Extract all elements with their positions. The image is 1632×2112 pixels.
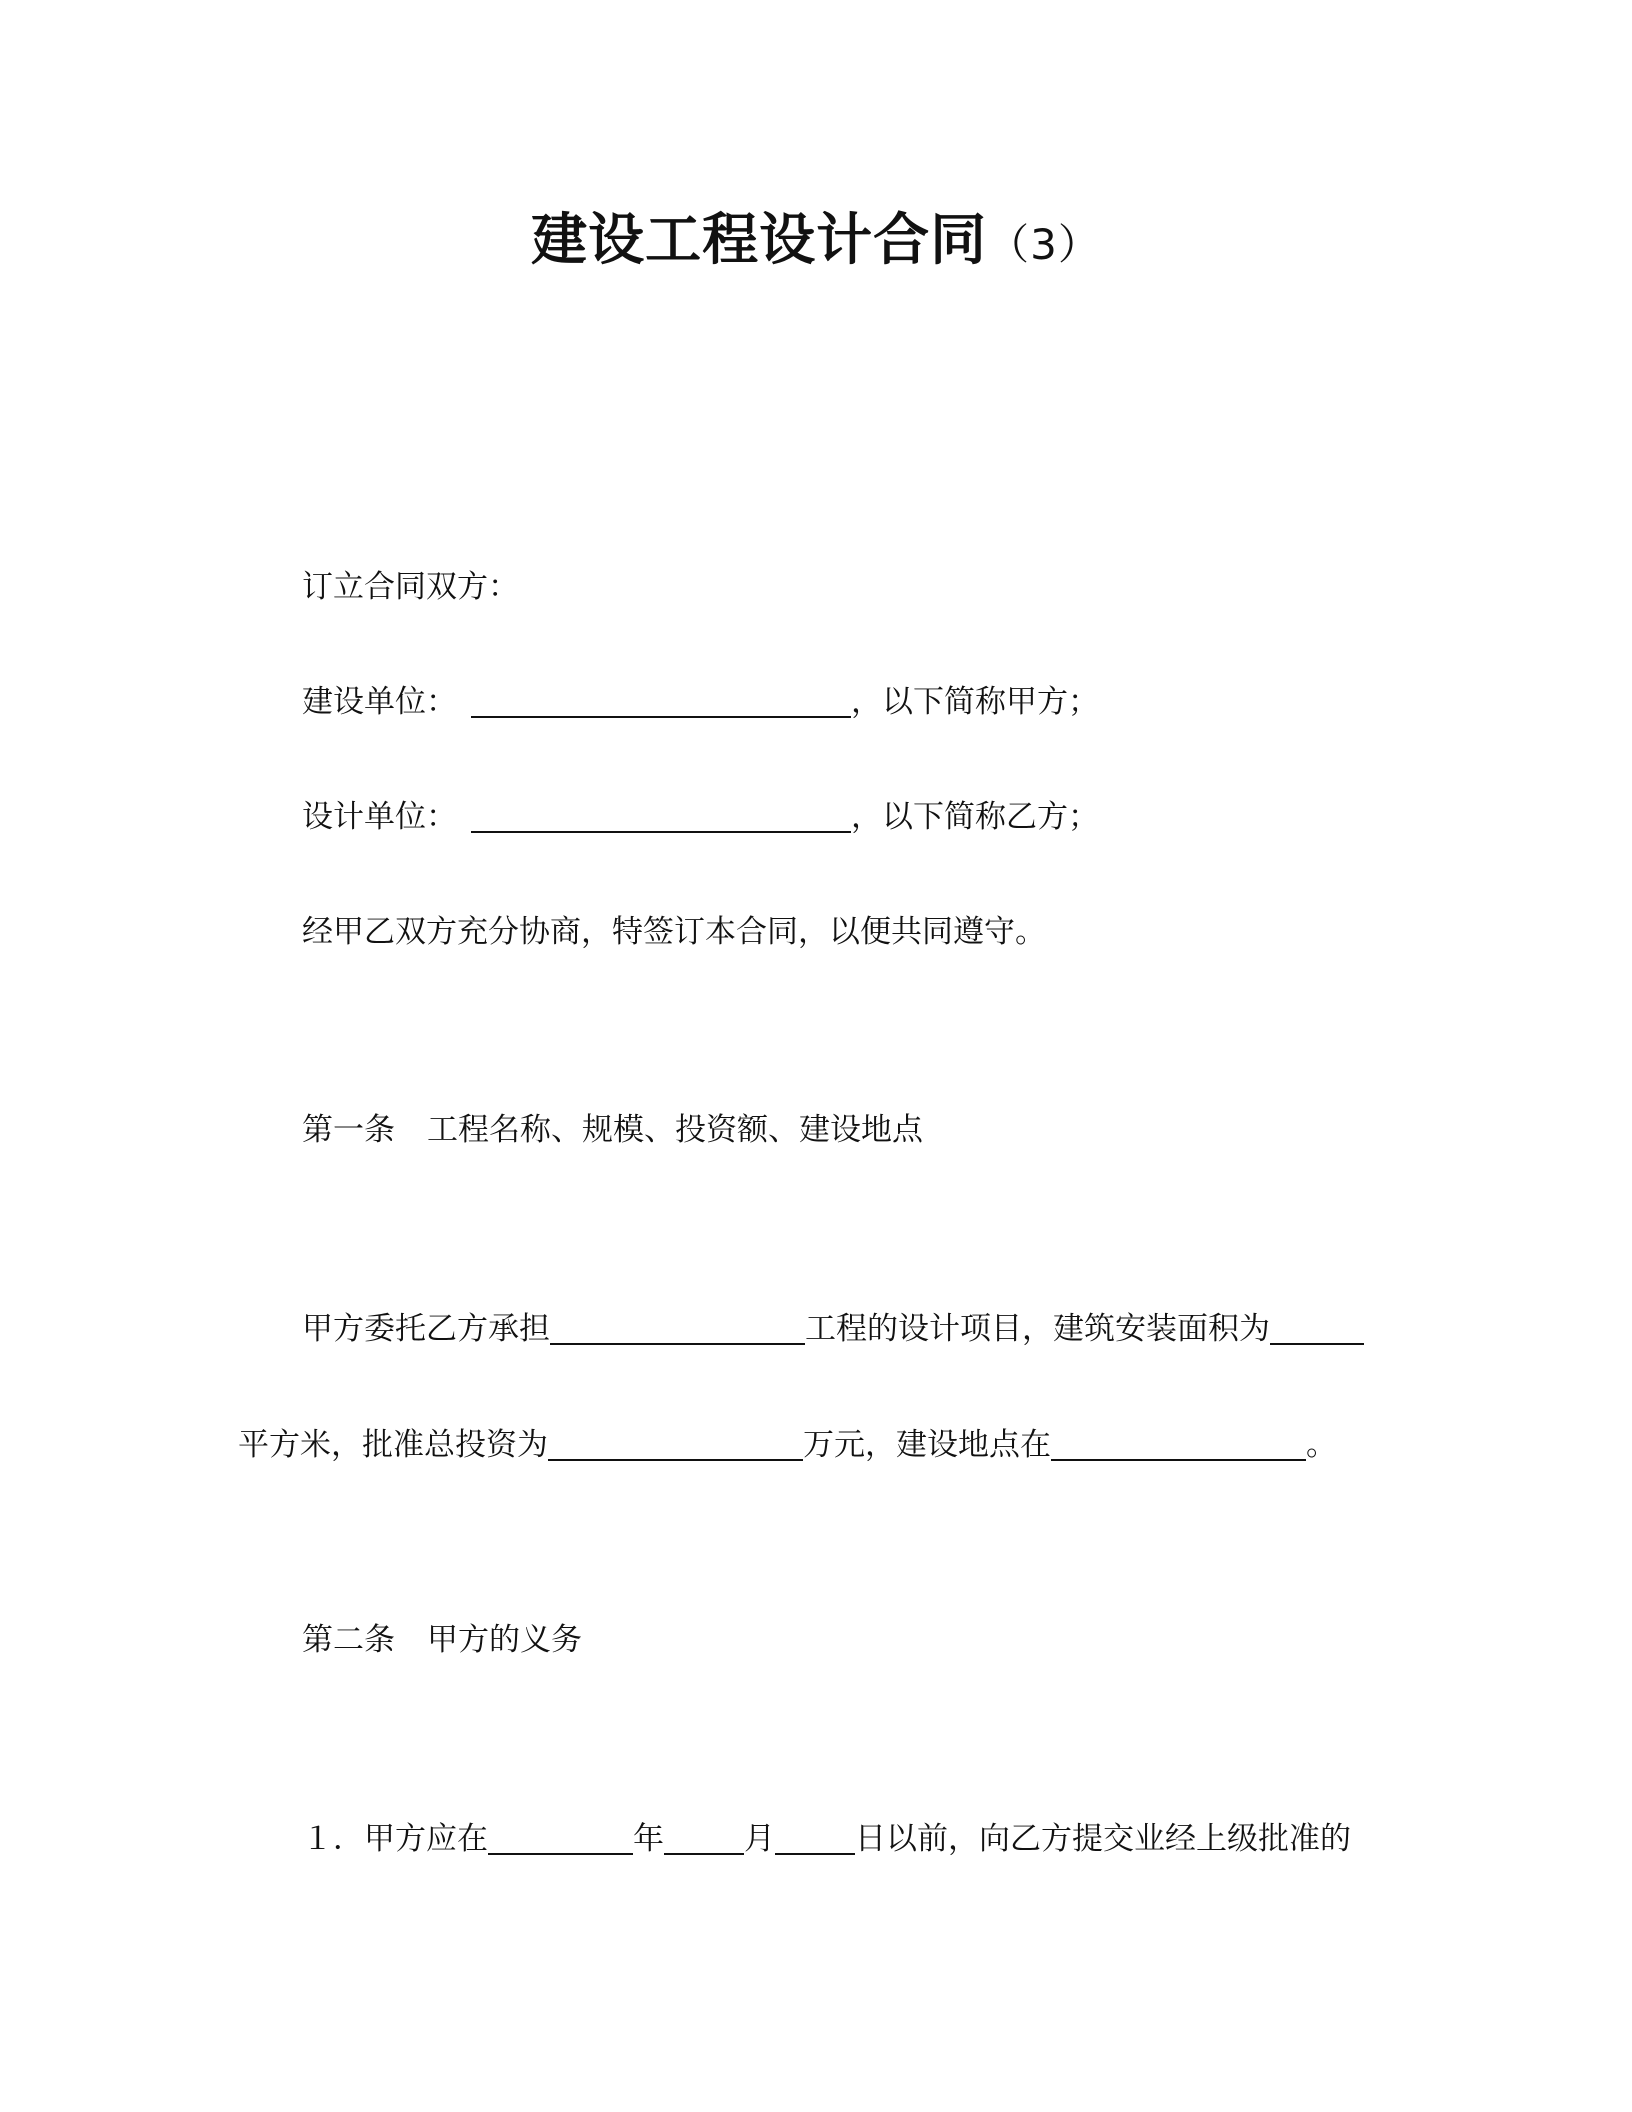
document-title (0, 196, 1632, 276)
body-text: 平方米，批准总投资为 (238, 1427, 548, 1463)
client-label: 建设单位： (302, 684, 457, 720)
title-suffix: （3） (987, 220, 1101, 269)
client-name-blank[interactable] (471, 682, 851, 718)
article1-heading (302, 1108, 923, 1152)
article2-title: 甲方的义务 (427, 1622, 582, 1658)
designer-name-blank[interactable] (471, 797, 851, 833)
agreement-text: 经甲乙双方充分协商，特签订本合同，以便共同遵守。 (302, 914, 1046, 950)
month-label: 月 (744, 1821, 775, 1857)
body-text: 万元，建设地点在 (803, 1427, 1051, 1463)
article1-body-line1 (302, 1307, 1364, 1351)
area-blank[interactable] (1270, 1309, 1364, 1345)
investment-blank[interactable] (548, 1425, 803, 1461)
designer-line (302, 795, 1099, 839)
client-line (302, 680, 1099, 724)
year-label: 年 (633, 1821, 664, 1857)
item-number: １． (302, 1821, 364, 1857)
article2-item1 (302, 1817, 1351, 1861)
body-text: 。 (1306, 1427, 1337, 1463)
article1-number: 第一条 (302, 1112, 395, 1148)
article2-heading (302, 1618, 582, 1662)
month-blank[interactable] (664, 1819, 744, 1855)
title-text: 建设工程设计合同 (531, 208, 988, 273)
body-text: 日以前，向乙方提交业经上级批准的 (855, 1821, 1351, 1857)
body-text: 甲方委托乙方承担 (302, 1311, 550, 1347)
article1-body-line2 (238, 1423, 1337, 1467)
designer-label: 设计单位： (302, 799, 457, 835)
article2-number: 第二条 (302, 1622, 395, 1658)
client-suffix: ，以下简称甲方； (851, 684, 1099, 720)
body-text: 工程的设计项目，建筑安装面积为 (805, 1311, 1270, 1347)
day-blank[interactable] (775, 1819, 855, 1855)
project-name-blank[interactable] (550, 1309, 805, 1345)
designer-suffix: ，以下简称乙方； (851, 799, 1099, 835)
parties-heading: 订立合同双方： (302, 569, 519, 605)
location-blank[interactable] (1051, 1425, 1306, 1461)
article1-title: 工程名称、规模、投资额、建设地点 (427, 1112, 923, 1148)
body-text: 甲方应在 (364, 1821, 488, 1857)
year-blank[interactable] (488, 1819, 633, 1855)
